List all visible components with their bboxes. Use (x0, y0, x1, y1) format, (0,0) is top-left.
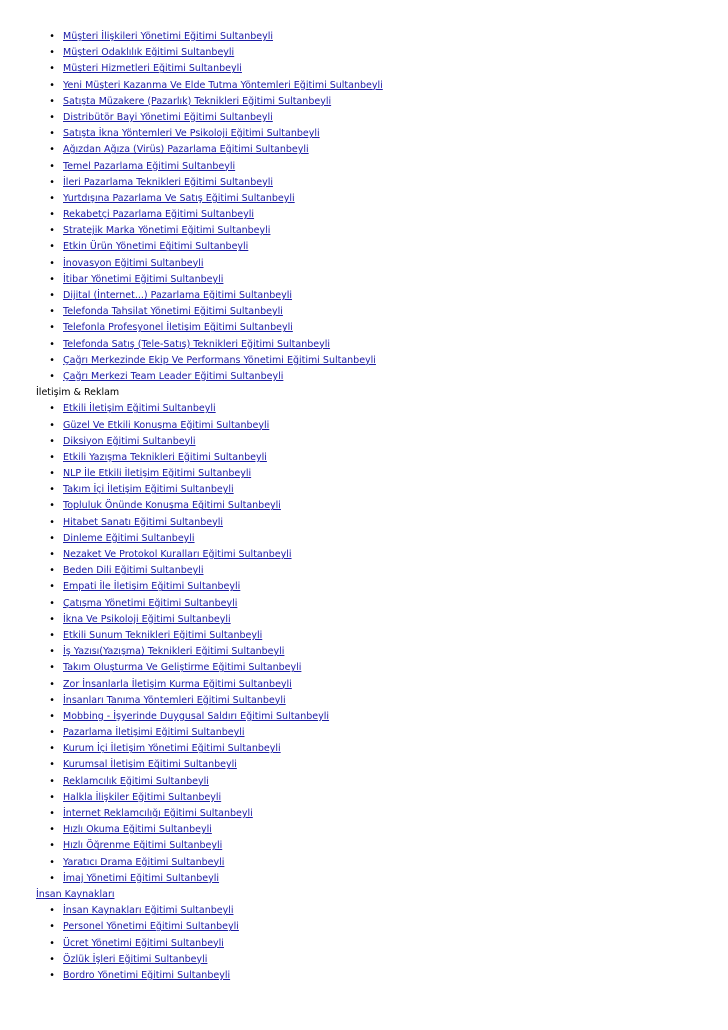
training-link[interactable]: Çatışma Yönetimi Eğitimi Sultanbeyli (63, 597, 238, 609)
training-link[interactable]: Reklamcılık Eğitimi Sultanbeyli (63, 775, 209, 787)
training-link[interactable]: İmaj Yönetimi Eğitimi Sultanbeyli (63, 872, 220, 884)
list-item (34, 304, 714, 320)
list-item (34, 45, 714, 61)
list-item (34, 466, 714, 482)
training-link[interactable]: Yurtdışına Pazarlama Ve Satış Eğitimi Sultanbeyli (63, 192, 295, 204)
bullet-icon: • (49, 613, 55, 625)
bullet-icon: • (49, 419, 55, 431)
training-link[interactable]: Güzel Ve Etkili Konuşma Eğitimi Sultanbeyli (63, 419, 270, 431)
bullet-icon: • (49, 306, 55, 318)
bullet-icon: • (49, 435, 55, 447)
training-link[interactable]: Etkin Ürün Yönetimi Eğitimi Sultanbeyli (63, 241, 249, 253)
list-item (34, 515, 714, 531)
training-link[interactable]: Zor İnsanlarla İletişim Kurma Eğitimi Sultanbeyli (63, 678, 292, 690)
training-link[interactable]: İkna Ve Psikoloji Eğitimi Sultanbeyli (63, 613, 231, 625)
bullet-icon: • (49, 63, 55, 75)
training-link[interactable]: Dinleme Eğitimi Sultanbeyli (63, 532, 195, 544)
training-link[interactable]: Satışta İkna Yöntemleri Ve Psikoloji Eğitimi Sultanbeyli (63, 128, 320, 140)
list-item (34, 936, 714, 952)
bullet-icon: • (49, 629, 55, 641)
bullet-icon: • (49, 597, 55, 609)
list-item (34, 903, 714, 919)
list-item (34, 434, 714, 450)
list-item (34, 547, 714, 563)
list-item (34, 790, 714, 806)
training-link[interactable]: Etkili Sunum Teknikleri Eğitimi Sultanbeyli (63, 629, 263, 641)
bullet-icon: • (49, 403, 55, 415)
list-item (34, 207, 714, 223)
bullet-icon: • (49, 144, 55, 156)
list-item (34, 482, 714, 498)
list-item (34, 498, 714, 514)
bullet-icon: • (49, 209, 55, 221)
document-body (34, 29, 714, 984)
list-item (34, 272, 714, 288)
bullet-icon: • (49, 791, 55, 803)
bullet-icon: • (49, 565, 55, 577)
training-link[interactable]: Hızlı Okuma Eğitimi Sultanbeyli (63, 824, 212, 836)
training-link[interactable]: Ücret Yönetimi Eğitimi Sultanbeyli (63, 937, 224, 949)
training-link[interactable]: Empati İle İletişim Eğitimi Sultanbeyli (63, 581, 241, 593)
list-item (34, 806, 714, 822)
list-item (34, 337, 714, 353)
list-item (34, 110, 714, 126)
training-link[interactable]: Nezaket Ve Protokol Kuralları Eğitimi Sultanbeyli (63, 549, 292, 560)
list-item (34, 596, 714, 612)
bullet-icon: • (49, 192, 55, 204)
bullet-icon: • (49, 581, 55, 593)
bullet-icon: • (49, 775, 55, 787)
bullet-icon: • (49, 322, 55, 334)
list-item (34, 142, 714, 158)
bullet-icon: • (49, 969, 55, 981)
list-item (34, 968, 714, 984)
bullet-icon: • (49, 905, 55, 917)
bullet-icon: • (49, 500, 55, 512)
list-item (34, 774, 714, 790)
training-link[interactable]: Kurumsal İletişim Eğitimi Sultanbeyli (63, 759, 237, 771)
training-link[interactable]: Özlük İşleri Eğitimi Sultanbeyli (63, 953, 208, 965)
list-item (34, 175, 714, 191)
training-link[interactable]: Stratejik Marka Yönetimi Eğitimi Sultanbeyli (63, 225, 271, 237)
list-item (34, 919, 714, 935)
list-item (34, 757, 714, 773)
training-link[interactable]: İnsan Kaynakları Eğitimi Sultanbeyli (63, 905, 234, 917)
list-item (34, 725, 714, 741)
training-link[interactable]: Takım Oluşturma Ve Geliştirme Eğitimi Sultanbeyli (63, 662, 302, 674)
training-link[interactable]: Ağızdan Ağıza (Virüs) Pazarlama Eğitimi Sultanbeyli (63, 144, 309, 156)
list-item (34, 320, 714, 336)
training-link[interactable]: Hitabet Sanatı Eğitimi Sultanbeyli (63, 516, 224, 528)
training-link[interactable]: Dijital (İnternet...) Pazarlama Eğitimi Sultanbeyli (63, 290, 293, 301)
training-link[interactable]: İleri Pazarlama Teknikleri Eğitimi Sultanbeyli (63, 176, 273, 188)
list-item (34, 628, 714, 644)
training-link[interactable]: Yaratıcı Drama Eğitimi Sultanbeyli (63, 856, 225, 868)
training-list (34, 903, 714, 984)
list-item (34, 677, 714, 693)
bullet-icon: • (49, 872, 55, 884)
training-link[interactable]: Çağrı Merkezi Team Leader Eğitimi Sultanbeyli (63, 370, 284, 382)
training-link[interactable]: Müşteri Hizmetleri Eğitimi Sultanbeyli (63, 63, 242, 75)
list-item (34, 952, 714, 968)
training-link[interactable]: Telefonda Tahsilat Yönetimi Eğitimi Sultanbeyli (63, 306, 283, 318)
training-link[interactable]: İnternet Reklamcılığı Eğitimi Sultanbeyli (63, 808, 253, 819)
section-heading (34, 385, 714, 401)
bullet-icon: • (49, 727, 55, 739)
training-link[interactable]: Takım İçi İletişim Eğitimi Sultanbeyli (63, 484, 234, 496)
list-item (34, 871, 714, 887)
training-link[interactable]: Çağrı Merkezinde Ekip Ve Performans Yönetimi Eğitimi Sultanbeyli (63, 354, 376, 366)
training-link[interactable]: Halkla İlişkiler Eğitimi Sultanbeyli (63, 791, 222, 803)
bullet-icon: • (49, 953, 55, 965)
bullet-icon: • (49, 710, 55, 722)
training-link[interactable]: İtibar Yönetimi Eğitimi Sultanbeyli (63, 273, 224, 285)
bullet-icon: • (49, 241, 55, 253)
training-link[interactable]: Temel Pazarlama Eğitimi Sultanbeyli (63, 160, 236, 172)
list-item (34, 693, 714, 709)
bullet-icon: • (49, 549, 55, 560)
list-item (34, 353, 714, 369)
bullet-icon: • (49, 646, 55, 658)
list-item (34, 94, 714, 110)
bullet-icon: • (49, 484, 55, 496)
bullet-icon: • (49, 921, 55, 933)
bullet-icon: • (49, 225, 55, 237)
list-item (34, 159, 714, 175)
bullet-icon: • (49, 370, 55, 382)
list-item (34, 741, 714, 757)
list-item (34, 126, 714, 142)
section-heading-label: İletişim & Reklam (36, 387, 120, 399)
bullet-icon: • (49, 840, 55, 852)
list-item (34, 579, 714, 595)
bullet-icon: • (49, 468, 55, 480)
bullet-icon: • (49, 451, 55, 463)
bullet-icon: • (49, 354, 55, 366)
list-item (34, 838, 714, 854)
training-link[interactable]: Beden Dili Eğitimi Sultanbeyli (63, 565, 204, 577)
training-link[interactable]: Müşteri İlişkileri Yönetimi Eğitimi Sultanbeyli (63, 31, 274, 42)
bullet-icon: • (49, 257, 55, 269)
training-link[interactable]: NLP İle Etkili İletişim Eğitimi Sultanbeyli (63, 468, 252, 480)
bullet-icon: • (49, 937, 55, 949)
bullet-icon: • (49, 176, 55, 188)
bullet-icon: • (49, 516, 55, 528)
list-item (34, 612, 714, 628)
bullet-icon: • (49, 47, 55, 59)
list-item (34, 418, 714, 434)
list-item (34, 563, 714, 579)
list-item (34, 644, 714, 660)
bullet-icon: • (49, 532, 55, 544)
list-item (34, 61, 714, 77)
bullet-icon: • (49, 808, 55, 819)
bullet-icon: • (49, 290, 55, 301)
list-item (34, 709, 714, 725)
list-item (34, 29, 714, 45)
section-heading[interactable] (34, 887, 714, 903)
training-list (34, 29, 714, 385)
training-link[interactable]: Distribütör Bayi Yönetimi Eğitimi Sultanbeyli (63, 111, 273, 123)
list-item (34, 450, 714, 466)
list-item (34, 401, 714, 417)
bullet-icon: • (49, 31, 55, 42)
training-link[interactable]: Pazarlama İletişimi Eğitimi Sultanbeyli (63, 727, 245, 739)
training-link[interactable]: İnsanları Tanıma Yöntemleri Eğitimi Sultanbeyli (63, 694, 286, 706)
bullet-icon: • (49, 662, 55, 674)
training-link[interactable]: Topluluk Önünde Konuşma Eğitimi Sultanbeyli (63, 500, 281, 512)
bullet-icon: • (49, 694, 55, 706)
list-item (34, 822, 714, 838)
bullet-icon: • (49, 743, 55, 755)
list-item (34, 223, 714, 239)
training-link[interactable]: Mobbing - İşyerinde Duygusal Saldırı Eğitimi Sultanbeyli (63, 710, 330, 722)
bullet-icon: • (49, 856, 55, 868)
bullet-icon: • (49, 824, 55, 836)
training-link[interactable]: Satışta Müzakere (Pazarlık) Teknikleri Eğitimi Sultanbeyli (63, 95, 332, 107)
training-link[interactable]: İş Yazısı(Yazışma) Teknikleri Eğitimi Sultanbeyli (63, 646, 285, 658)
training-link[interactable]: Etkili İletişim Eğitimi Sultanbeyli (63, 403, 216, 415)
list-item (34, 78, 714, 94)
training-link[interactable]: Telefonla Profesyonel İletişim Eğitimi Sultanbeyli (63, 322, 293, 334)
training-link[interactable]: Diksiyon Eğitimi Sultanbeyli (63, 435, 196, 447)
bullet-icon: • (49, 759, 55, 771)
list-item (34, 855, 714, 871)
list-item (34, 369, 714, 385)
training-link[interactable]: Personel Yönetimi Eğitimi Sultanbeyli (63, 921, 239, 933)
training-link[interactable]: Etkili Yazışma Teknikleri Eğitimi Sultanbeyli (63, 451, 267, 463)
bullet-icon: • (49, 338, 55, 350)
list-item (34, 256, 714, 272)
bullet-icon: • (49, 111, 55, 123)
bullet-icon: • (49, 273, 55, 285)
training-link[interactable]: Hızlı Öğrenme Eğitimi Sultanbeyli (63, 840, 223, 852)
list-item (34, 239, 714, 255)
bullet-icon: • (49, 95, 55, 107)
list-item (34, 288, 714, 304)
training-link[interactable]: Telefonda Satış (Tele-Satış) Teknikleri Eğitimi Sultanbeyli (63, 338, 331, 350)
list-item (34, 531, 714, 547)
training-link[interactable]: İnovasyon Eğitimi Sultanbeyli (63, 257, 204, 269)
training-link[interactable]: Kurum İçi İletişim Yönetimi Eğitimi Sultanbeyli (63, 743, 281, 755)
training-link[interactable]: Yeni Müşteri Kazanma Ve Elde Tutma Yöntemleri Eğitimi Sultanbeyli (63, 79, 383, 91)
list-item (34, 660, 714, 676)
bullet-icon: • (49, 678, 55, 690)
training-link[interactable]: Müşteri Odaklılık Eğitimi Sultanbeyli (63, 47, 235, 59)
training-link[interactable]: Rekabetçi Pazarlama Eğitimi Sultanbeyli (63, 209, 255, 221)
bullet-icon: • (49, 79, 55, 91)
list-item (34, 191, 714, 207)
section-heading-link[interactable]: İnsan Kaynakları (36, 888, 115, 900)
training-list (34, 401, 714, 887)
bullet-icon: • (49, 128, 55, 140)
training-link[interactable]: Bordro Yönetimi Eğitimi Sultanbeyli (63, 969, 231, 981)
bullet-icon: • (49, 160, 55, 172)
